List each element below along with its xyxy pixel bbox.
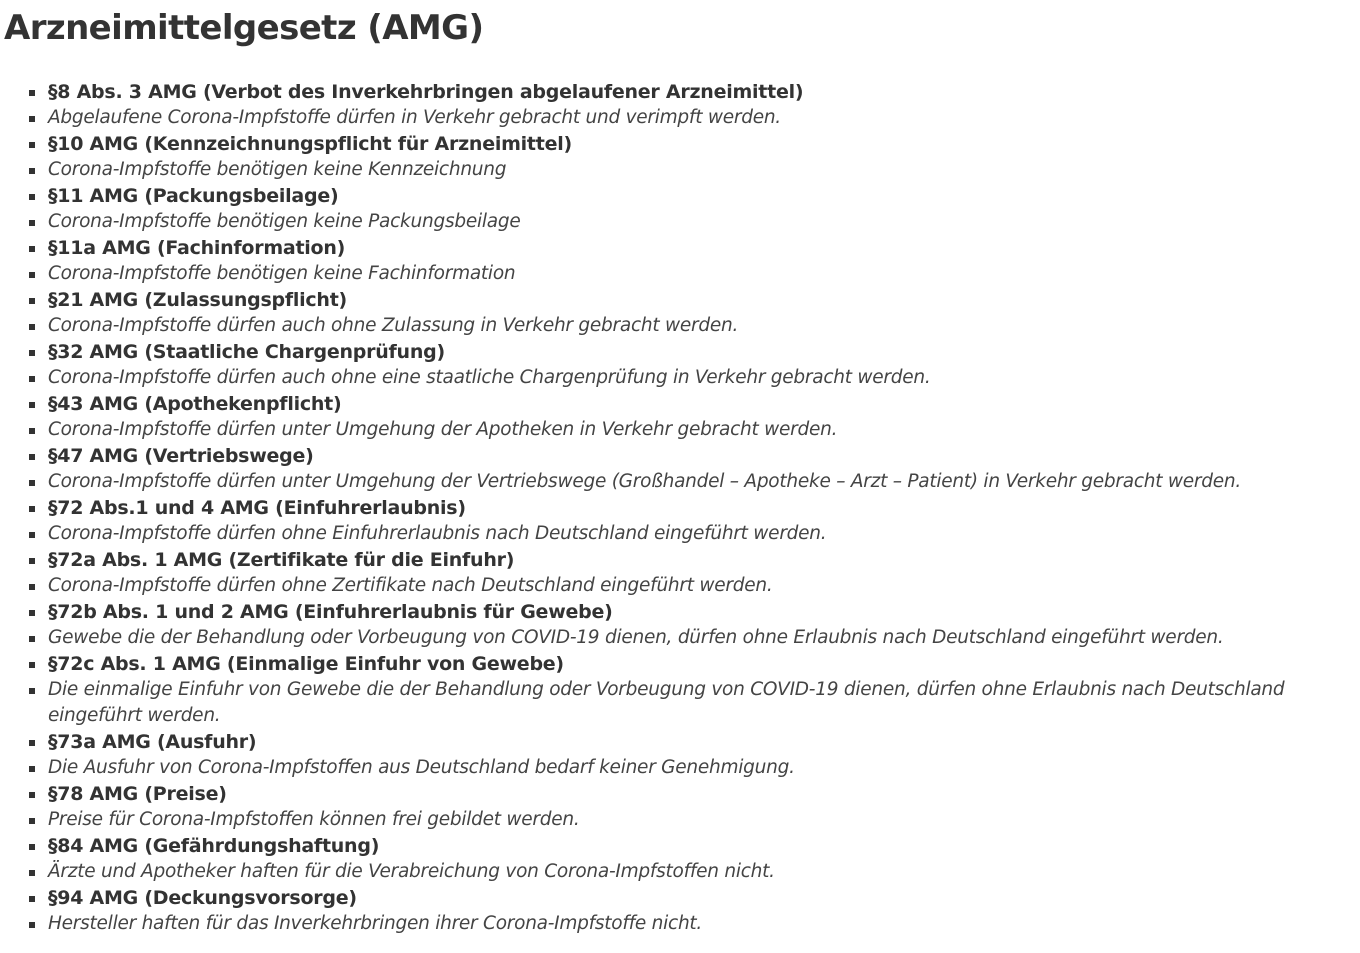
- law-item: §78 AMG (Preise): [4, 781, 1314, 807]
- law-effect: Preise für Corona-Impfstoffen können frei gebildet werden.: [4, 807, 1314, 833]
- law-item: §21 AMG (Zulassungspflicht): [4, 287, 1314, 313]
- law-item: §94 AMG (Deckungsvorsorge): [4, 885, 1314, 911]
- law-item: §11a AMG (Fachinformation): [4, 235, 1314, 261]
- law-item: §84 AMG (Gefährdungshaftung): [4, 833, 1314, 859]
- law-item: §72c Abs. 1 AMG (Einmalige Einfuhr von Gewebe): [4, 651, 1314, 677]
- law-effect: Corona-Impfstoffe dürfen unter Umgehung der Vertriebswege (Großhandel – Apotheke – Arzt – Patient) in Verkehr gebracht werden.: [4, 469, 1314, 495]
- law-effect: Die Ausfuhr von Corona-Impfstoffen aus Deutschland bedarf keiner Genehmigung.: [4, 755, 1314, 781]
- law-item: §11 AMG (Packungsbeilage): [4, 183, 1314, 209]
- law-item: §73a AMG (Ausfuhr): [4, 729, 1314, 755]
- law-effect: Ärzte und Apotheker haften für die Verabreichung von Corona-Impfstoffen nicht.: [4, 859, 1314, 885]
- law-effect: Gewebe die der Behandlung oder Vorbeugung von COVID-19 dienen, dürfen ohne Erlaubnis nach Deutschland eingeführt werden.: [4, 625, 1314, 651]
- law-item: §32 AMG (Staatliche Chargenprüfung): [4, 339, 1314, 365]
- law-effect: Corona-Impfstoffe dürfen auch ohne Zulassung in Verkehr gebracht werden.: [4, 313, 1314, 339]
- law-item: §43 AMG (Apothekenpflicht): [4, 391, 1314, 417]
- law-list: [4, 79, 1314, 937]
- law-effect: Die einmalige Einfuhr von Gewebe die der Behandlung oder Vorbeugung von COVID-19 dienen, dürfen ohne Erlaubnis nach Deutschland eingeführt werden.: [4, 677, 1314, 729]
- law-effect: Corona-Impfstoffe dürfen auch ohne eine staatliche Chargenprüfung in Verkehr gebracht werden.: [4, 365, 1314, 391]
- law-effect: Abgelaufene Corona-Impfstoffe dürfen in Verkehr gebracht und verimpft werden.: [4, 105, 1314, 131]
- law-effect: Corona-Impfstoffe benötigen keine Kennzeichnung: [4, 157, 1314, 183]
- law-item: §10 AMG (Kennzeichnungspflicht für Arzneimittel): [4, 131, 1314, 157]
- law-item: §47 AMG (Vertriebswege): [4, 443, 1314, 469]
- law-effect: Corona-Impfstoffe dürfen unter Umgehung der Apotheken in Verkehr gebracht werden.: [4, 417, 1314, 443]
- law-item: §8 Abs. 3 AMG (Verbot des Inverkehrbringen abgelaufener Arzneimittel): [4, 79, 1314, 105]
- law-item: §72 Abs.1 und 4 AMG (Einfuhrerlaubnis): [4, 495, 1314, 521]
- law-effect: Corona-Impfstoffe benötigen keine Packungsbeilage: [4, 209, 1314, 235]
- law-effect: Corona-Impfstoffe dürfen ohne Einfuhrerlaubnis nach Deutschland eingeführt werden.: [4, 521, 1314, 547]
- law-effect: Hersteller haften für das Inverkehrbringen ihrer Corona-Impfstoffe nicht.: [4, 911, 1314, 937]
- page-title: Arzneimittelgesetz (AMG): [4, 8, 484, 48]
- law-effect: Corona-Impfstoffe benötigen keine Fachinformation: [4, 261, 1314, 287]
- law-item: §72a Abs. 1 AMG (Zertifikate für die Einfuhr): [4, 547, 1314, 573]
- law-item: §72b Abs. 1 und 2 AMG (Einfuhrerlaubnis für Gewebe): [4, 599, 1314, 625]
- law-effect: Corona-Impfstoffe dürfen ohne Zertifikate nach Deutschland eingeführt werden.: [4, 573, 1314, 599]
